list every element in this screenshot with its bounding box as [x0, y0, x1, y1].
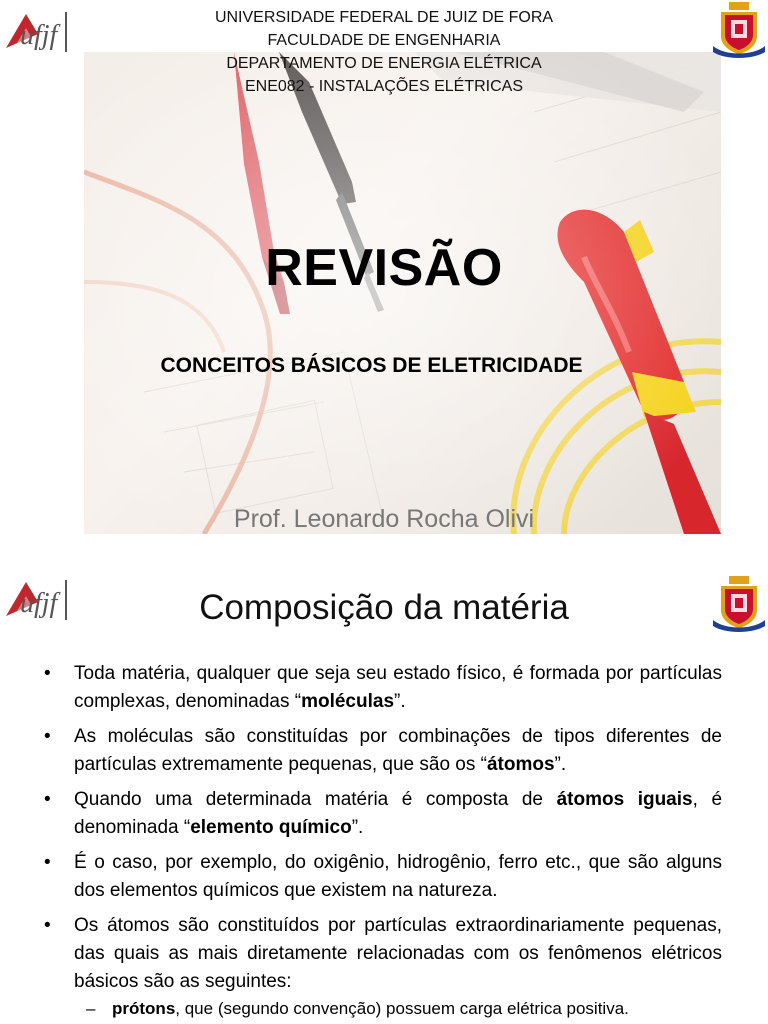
university-crest [711, 576, 767, 634]
bullet-icon: • [44, 915, 51, 936]
slide-title: Composição da matéria [199, 588, 569, 627]
header-line-university: UNIVERSIDADE FEDERAL DE JUIZ DE FORA [214, 9, 554, 26]
university-crest [711, 2, 767, 60]
dash-icon: – [86, 999, 96, 1018]
bullet-icon: • [44, 852, 51, 873]
content-slide [0, 560, 768, 1024]
header-line-course: ENE082 - INSTALAÇÕES ELÉTRICAS [244, 78, 523, 95]
list-item: • É o caso, por exemplo, do oxigênio, hidrogênio, ferro etc., que são alguns dos elementos químicos que existem na natureza. [44, 849, 722, 905]
bullet-list [44, 660, 722, 1003]
bullet-icon: • [44, 663, 51, 684]
list-item: • Toda matéria, qualquer que seja seu estado físico, é formada por partículas complexas, denominadas “moléculas”. [44, 660, 722, 716]
header-line-faculty: FACULDADE DE ENGENHARIA [267, 32, 501, 49]
slide-title: REVISÃO [265, 239, 503, 297]
list-item: • Quando uma determinada matéria é composta de átomos iguais, é denominada “elemento químico”. [44, 786, 722, 842]
institution-header [120, 6, 648, 98]
header-line-department: DEPARTAMENTO DE ENERGIA ELÉTRICA [226, 55, 542, 72]
slide-subtitle: CONCEITOS BÁSICOS DE ELETRICIDADE [160, 354, 583, 377]
list-item: • Os átomos são constituídos por partículas extraordinariamente pequenas, das quais as mais diretamente relacionadas com os fenômenos elétricos básicos são as seguintes: [44, 912, 722, 996]
ufjf-logo-text: ufjf [20, 588, 58, 619]
bullet-icon: • [44, 726, 51, 747]
ufjf-logo [4, 576, 84, 622]
bullet-icon: • [44, 789, 51, 810]
list-item: • As moléculas são constituídas por combinações de tipos diferentes de partículas extremamente pequenas, que são os “átomos”. [44, 723, 722, 779]
sub-list-item: – prótons, que (segundo convenção) possuem carga elétrica positiva. [86, 996, 726, 1022]
author-name: Prof. Leonardo Rocha Olivi [233, 505, 535, 533]
ufjf-logo-text: ufjf [20, 20, 58, 51]
ufjf-logo [4, 8, 84, 54]
